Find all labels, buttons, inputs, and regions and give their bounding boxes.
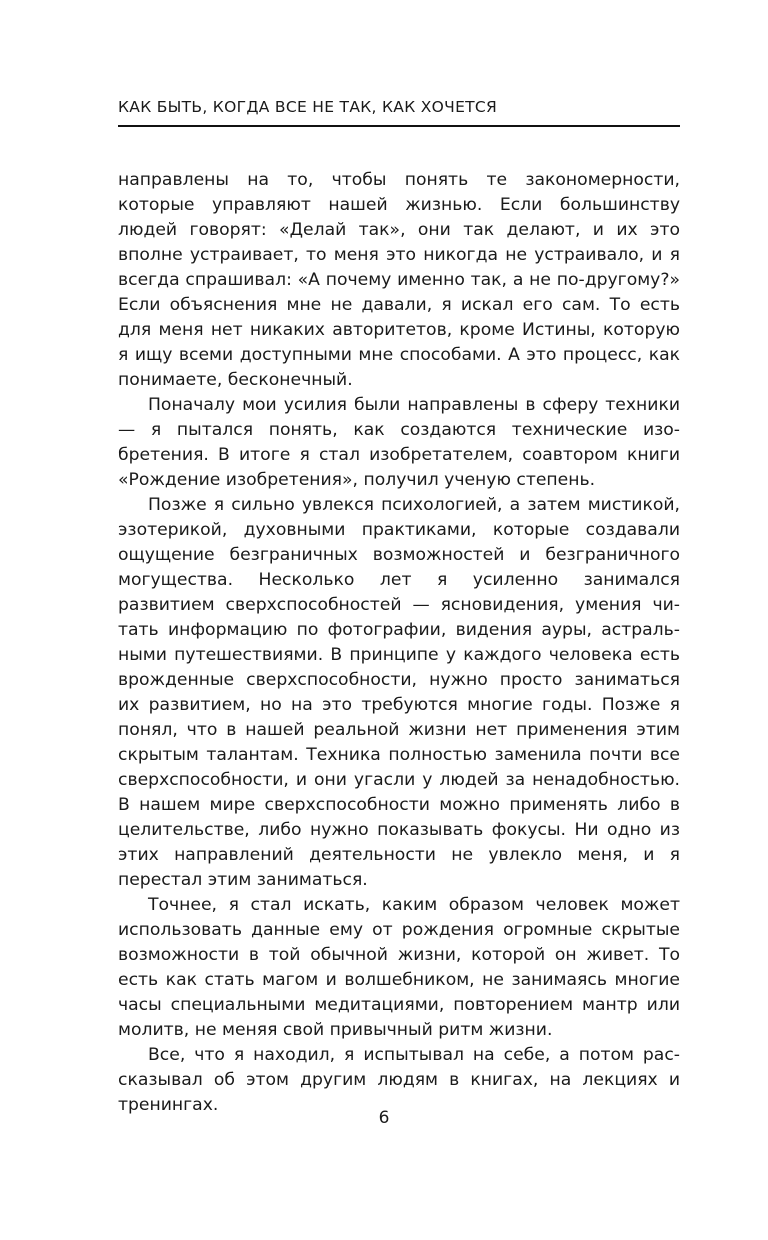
header-rule [118,125,680,127]
page-body [118,168,680,1118]
paragraph: Поначалу мои усилия были направлены в сферу техники — я пытался понять, как создаются технические изобретения. В итоге я стал изобретателем, соавтором книги «Рождение изобретения», получил ученую степень. [118,395,680,490]
page-number: 6 [378,1108,390,1128]
running-header: КАК БЫТЬ, КОГДА ВСЕ НЕ ТАК, КАК ХОЧЕТСЯ [118,98,498,116]
paragraph: направлены на то, чтобы понять те закономерности, которые управляют нашей жизнью. Если большинству людей говорят: «Делай так», они так делают, и их это вполне устраивает, то меня это никогда не устраивало, и я всегда спрашивал: «А почему именно так, а не по-другому?» Если объяснения мне не давали, я искал его сам. То есть для меня нет никаких авторитетов, кроме Истины, которую я ищу всеми доступными мне способами. А это процесс, как понимаете, бесконечный. [118,170,680,390]
paragraph: Позже я сильно увлекся психологией, а затем мистикой, эзотерикой, духовными практиками, которые создавали ощущение безграничных возможностей и безграничного могущества. Несколько лет я усиленно занимался развитием сверхспособностей — ясновидения, умения читать информацию по фотографии, видения ауры, астральными путешествиями. В принципе у каждого человека есть врожденные сверхспособности, нужно просто заниматься их развитием, но на это требуются многие годы. Позже я понял, что в нашей реальной жизни нет применения этим скрытым талантам. Техника полностью заменила почти все сверхспособности, и они угасли у людей за ненадобностью. В нашем мире сверхспособности можно применять либо в целительстве, либо нужно показывать фокусы. Ни одно из этих направлений деятельности не увлекло меня, и я перестал этим заниматься. [118,495,680,890]
paragraph: Точнее, я стал искать, каким образом человек может использовать данные ему от рождения огромные скрытые возможности в той обычной жизни, которой он живет. То есть как стать магом и волшебником, не занимаясь многие часы специальными медитациями, повторением мантр или молитв, не меняя свой привычный ритм жизни. [118,895,680,1040]
paragraph: Все, что я находил, я испытывал на себе, а потом рассказывал об этом другим людям в книгах, на лекциях и тренингах. [118,1045,680,1115]
